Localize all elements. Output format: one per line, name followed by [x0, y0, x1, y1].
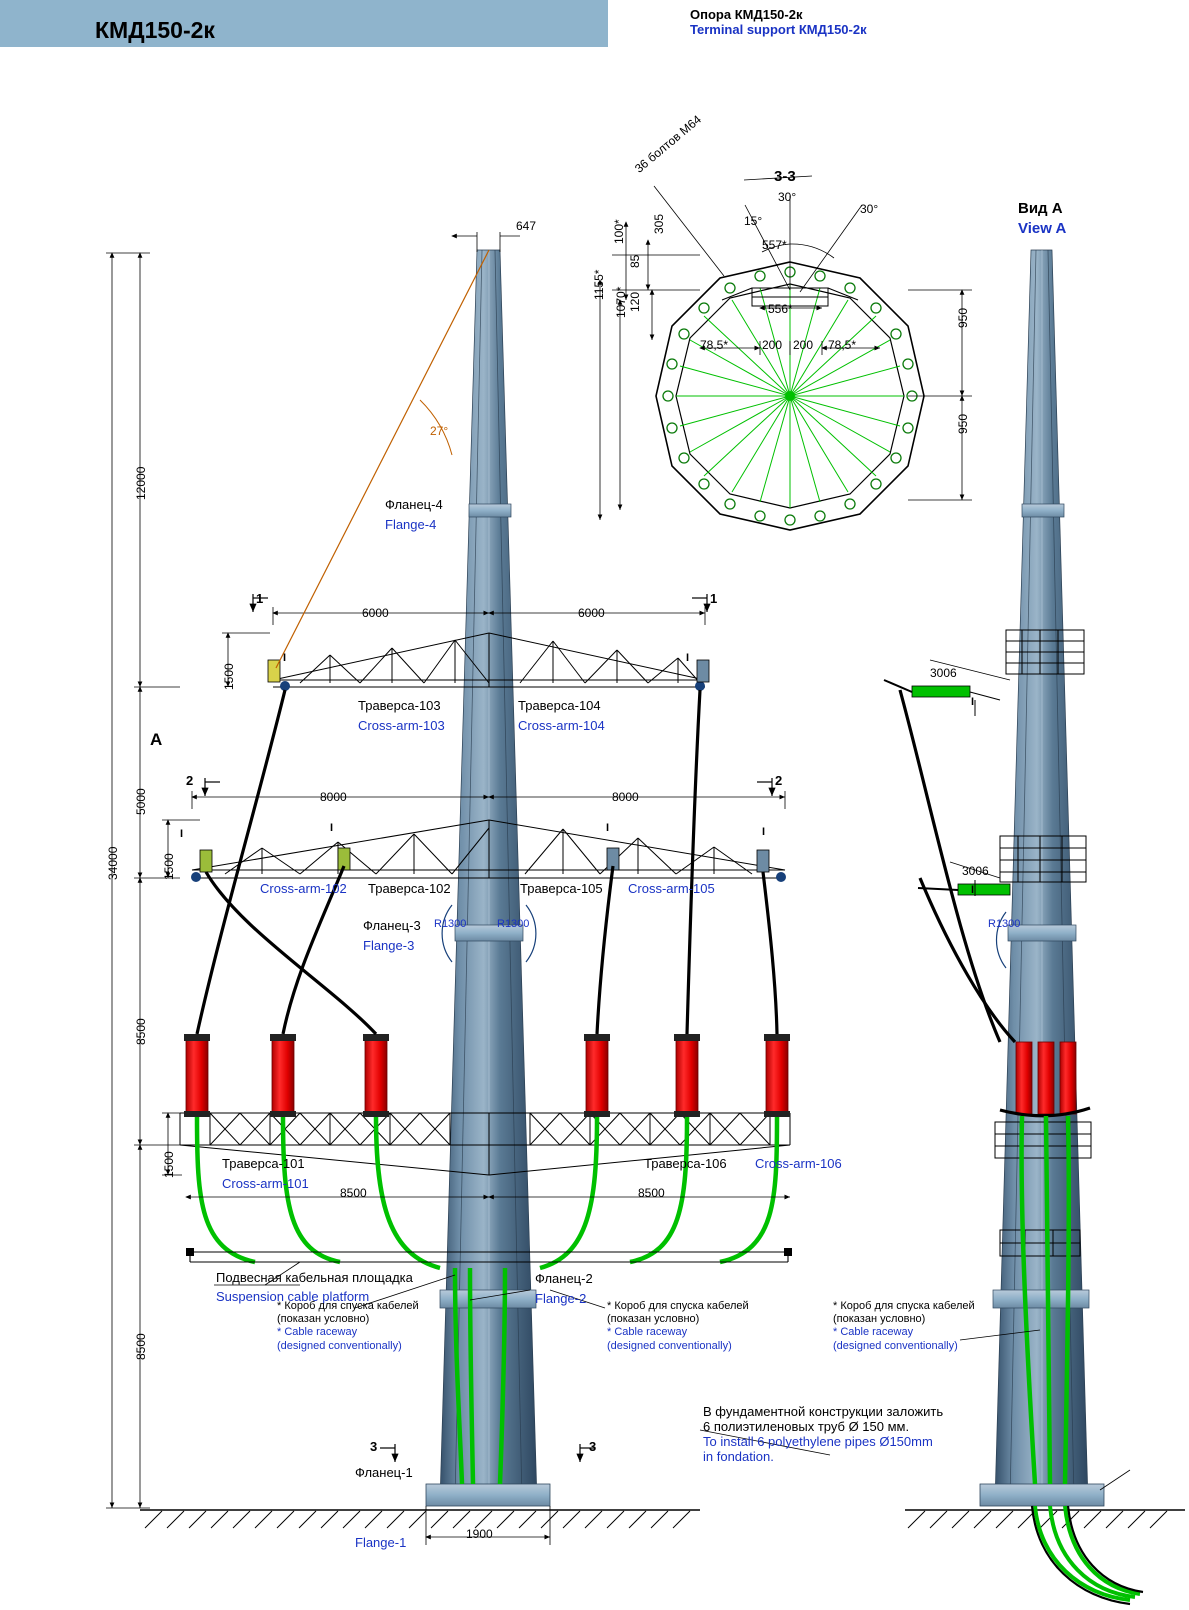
cross-arm-101-label-en: Cross-arm-101	[222, 1176, 309, 1191]
view-a-mark-i-top: I	[971, 696, 975, 708]
section-d950-bottom: 950	[956, 413, 970, 434]
detail-mark-i-2: I	[686, 652, 690, 664]
detail-mark-i-6: I	[762, 826, 766, 838]
section-d950-top: 950	[956, 307, 970, 328]
dim-6000-right: 6000	[578, 606, 605, 620]
dim-8000-right: 8000	[612, 790, 639, 804]
header-title-en: Terminal support КМД150-2к	[690, 21, 867, 37]
dim-8500-mid: 8500	[134, 1018, 148, 1045]
dim-base-width: 1900	[466, 1527, 493, 1541]
section-d78-5-right: 78,5*	[828, 338, 857, 352]
dim-8500-left: 8500	[340, 1186, 367, 1200]
section-mark-1-right: 1	[710, 591, 718, 606]
section-3-3-title: 3-3	[774, 168, 796, 185]
platform-label-ru: Подвесная кабельная площадка	[216, 1270, 413, 1285]
cross-arm-105-label-ru: Траверса-105	[520, 881, 603, 896]
platform-label-en: Suspension cable platform	[216, 1289, 370, 1304]
section-angle-30-top: 30°	[778, 190, 797, 204]
detail-mark-i-5: I	[606, 822, 610, 834]
foundation-note	[703, 1405, 943, 1465]
flange-1-label-ru: Фланец-1	[355, 1465, 413, 1480]
cross-arm-103-label-ru: Траверса-103	[358, 698, 441, 713]
dim-6000-left: 6000	[362, 606, 389, 620]
section-d120: 120	[628, 291, 642, 312]
raceway-en-1c: * Cable raceway	[833, 1326, 914, 1339]
raceway-en-2b: (designed conventionally)	[607, 1339, 732, 1352]
title-bar-label: КМД150-2к	[95, 17, 215, 43]
flange-2-label-ru: Фланец-2	[535, 1271, 593, 1286]
section-mark-3-right: 3	[589, 1439, 597, 1454]
section-angle-15: 15°	[744, 214, 763, 228]
raceway-ru-1: * Короб для спуска кабелей	[277, 1300, 419, 1312]
dim-top-width: 647	[516, 219, 537, 233]
flange-1-label-en: Flange-1	[355, 1535, 407, 1550]
raceway-ru-2b: (показан условно)	[607, 1313, 700, 1326]
raceway-en-1: * Cable raceway	[277, 1326, 358, 1339]
flange-2-label-en: Flange-2	[535, 1291, 587, 1306]
detail-mark-i-1: I	[283, 652, 287, 664]
cross-arm-104-label-ru: Траверса-104	[518, 698, 601, 713]
dim-r1300-right: R1300	[497, 918, 530, 930]
cross-arm-102-label-ru: Траверса-102	[368, 881, 451, 896]
foundation-ru-1: В фундаментной конструкции заложить	[703, 1404, 944, 1419]
raceway-ru-2: (показан условно)	[277, 1313, 370, 1326]
view-mark-a: A	[150, 730, 163, 749]
cross-arm-106-label-ru: Траверса-106	[644, 1156, 727, 1171]
foundation-ru-2: 6 полиэтиленовых труб Ø 150 мм.	[703, 1418, 910, 1434]
cross-arm-102-105-truss	[192, 820, 785, 878]
section-d305: 305	[652, 213, 666, 234]
dim-1500-middle: 1500	[162, 853, 176, 880]
detail-mark-i-4: I	[330, 822, 334, 834]
section-d557: 557*	[762, 238, 787, 252]
view-a-dim-3006-top: 3006	[930, 666, 957, 680]
cable-raceway-note-left	[277, 1300, 419, 1353]
cross-arm-101-label-ru: Траверса-101	[222, 1156, 305, 1171]
flange-1-shape	[426, 1484, 550, 1506]
section-d1155: 1155*	[592, 269, 606, 300]
dim-1500-upper: 1500	[222, 663, 236, 690]
header-title-ru: Опора КМД150-2к	[690, 7, 803, 22]
dim-angle-27: 27°	[430, 424, 449, 438]
raceway-ru-2c: (показан условно)	[833, 1313, 926, 1326]
cable-raceway-note-center	[607, 1300, 749, 1353]
dim-8000-left: 8000	[320, 790, 347, 804]
section-d556: 556*	[768, 302, 793, 316]
section-mark-3-left: 3	[370, 1439, 378, 1454]
flange-3-label-en: Flange-3	[363, 938, 415, 953]
dim-8500-right: 8500	[638, 1186, 665, 1200]
foundation-en-1: To install 6 polyethylene pipes Ø150mm	[703, 1433, 933, 1449]
section-d85: 85	[628, 254, 642, 268]
raceway-ru-1b: * Короб для спуска кабелей	[607, 1300, 749, 1312]
foundation-en-2: in fondation.	[703, 1448, 774, 1464]
cross-arm-104-label-en: Cross-arm-104	[518, 718, 605, 733]
cable-raceway-note-right	[833, 1300, 975, 1353]
view-a-drawing	[884, 250, 1185, 1604]
section-d100: 100*	[612, 219, 626, 244]
section-d200a: 200	[762, 338, 783, 352]
detail-mark-i-3: I	[180, 828, 184, 840]
flange-3-label-ru: Фланец-3	[363, 918, 421, 933]
raceway-ru-1c: * Короб для спуска кабелей	[833, 1300, 975, 1312]
raceway-en-2c: (designed conventionally)	[833, 1339, 958, 1352]
dim-12000: 12000	[134, 466, 148, 500]
flange-4-shape	[469, 504, 511, 517]
section-d1070: 1070*	[614, 286, 628, 318]
section-mark-1-left: 1	[256, 591, 264, 606]
dim-8500-bottom: 8500	[134, 1333, 148, 1360]
cross-arm-103-104-truss	[273, 633, 705, 687]
section-d200b: 200	[793, 338, 814, 352]
cross-arm-105-label-en: Cross-arm-105	[628, 881, 715, 896]
view-a-title-ru: Вид A	[1018, 200, 1063, 217]
section-angle-30-right: 30°	[860, 202, 879, 216]
dim-5000: 5000	[134, 788, 148, 815]
dim-1500-lower: 1500	[162, 1151, 176, 1178]
view-a-mark-i-bottom: I	[971, 884, 975, 896]
section-mark-2-right: 2	[775, 773, 783, 788]
section-bolts-label: 36 болтов М64	[632, 112, 704, 176]
raceway-en-1b: * Cable raceway	[607, 1326, 688, 1339]
view-a-title-en: View A	[1018, 220, 1067, 237]
view-a-dim-3006-bottom: 3006	[962, 864, 989, 878]
raceway-en-2: (designed conventionally)	[277, 1339, 402, 1352]
view-a-dim-r1300: R1300	[988, 918, 1021, 930]
cross-arm-102-label-en: Cross-arm-102	[260, 881, 347, 896]
cross-arm-103-label-en: Cross-arm-103	[358, 718, 445, 733]
flange-4-label-ru: Фланец-4	[385, 497, 443, 512]
dim-overall-height: 34000	[106, 846, 120, 880]
section-d78-5-left: 78,5*	[700, 338, 729, 352]
dim-r1300-left: R1300	[434, 918, 467, 930]
cross-arm-106-label-en: Cross-arm-106	[755, 1156, 842, 1171]
section-mark-2-left: 2	[186, 773, 194, 788]
flange-4-label-en: Flange-4	[385, 517, 437, 532]
